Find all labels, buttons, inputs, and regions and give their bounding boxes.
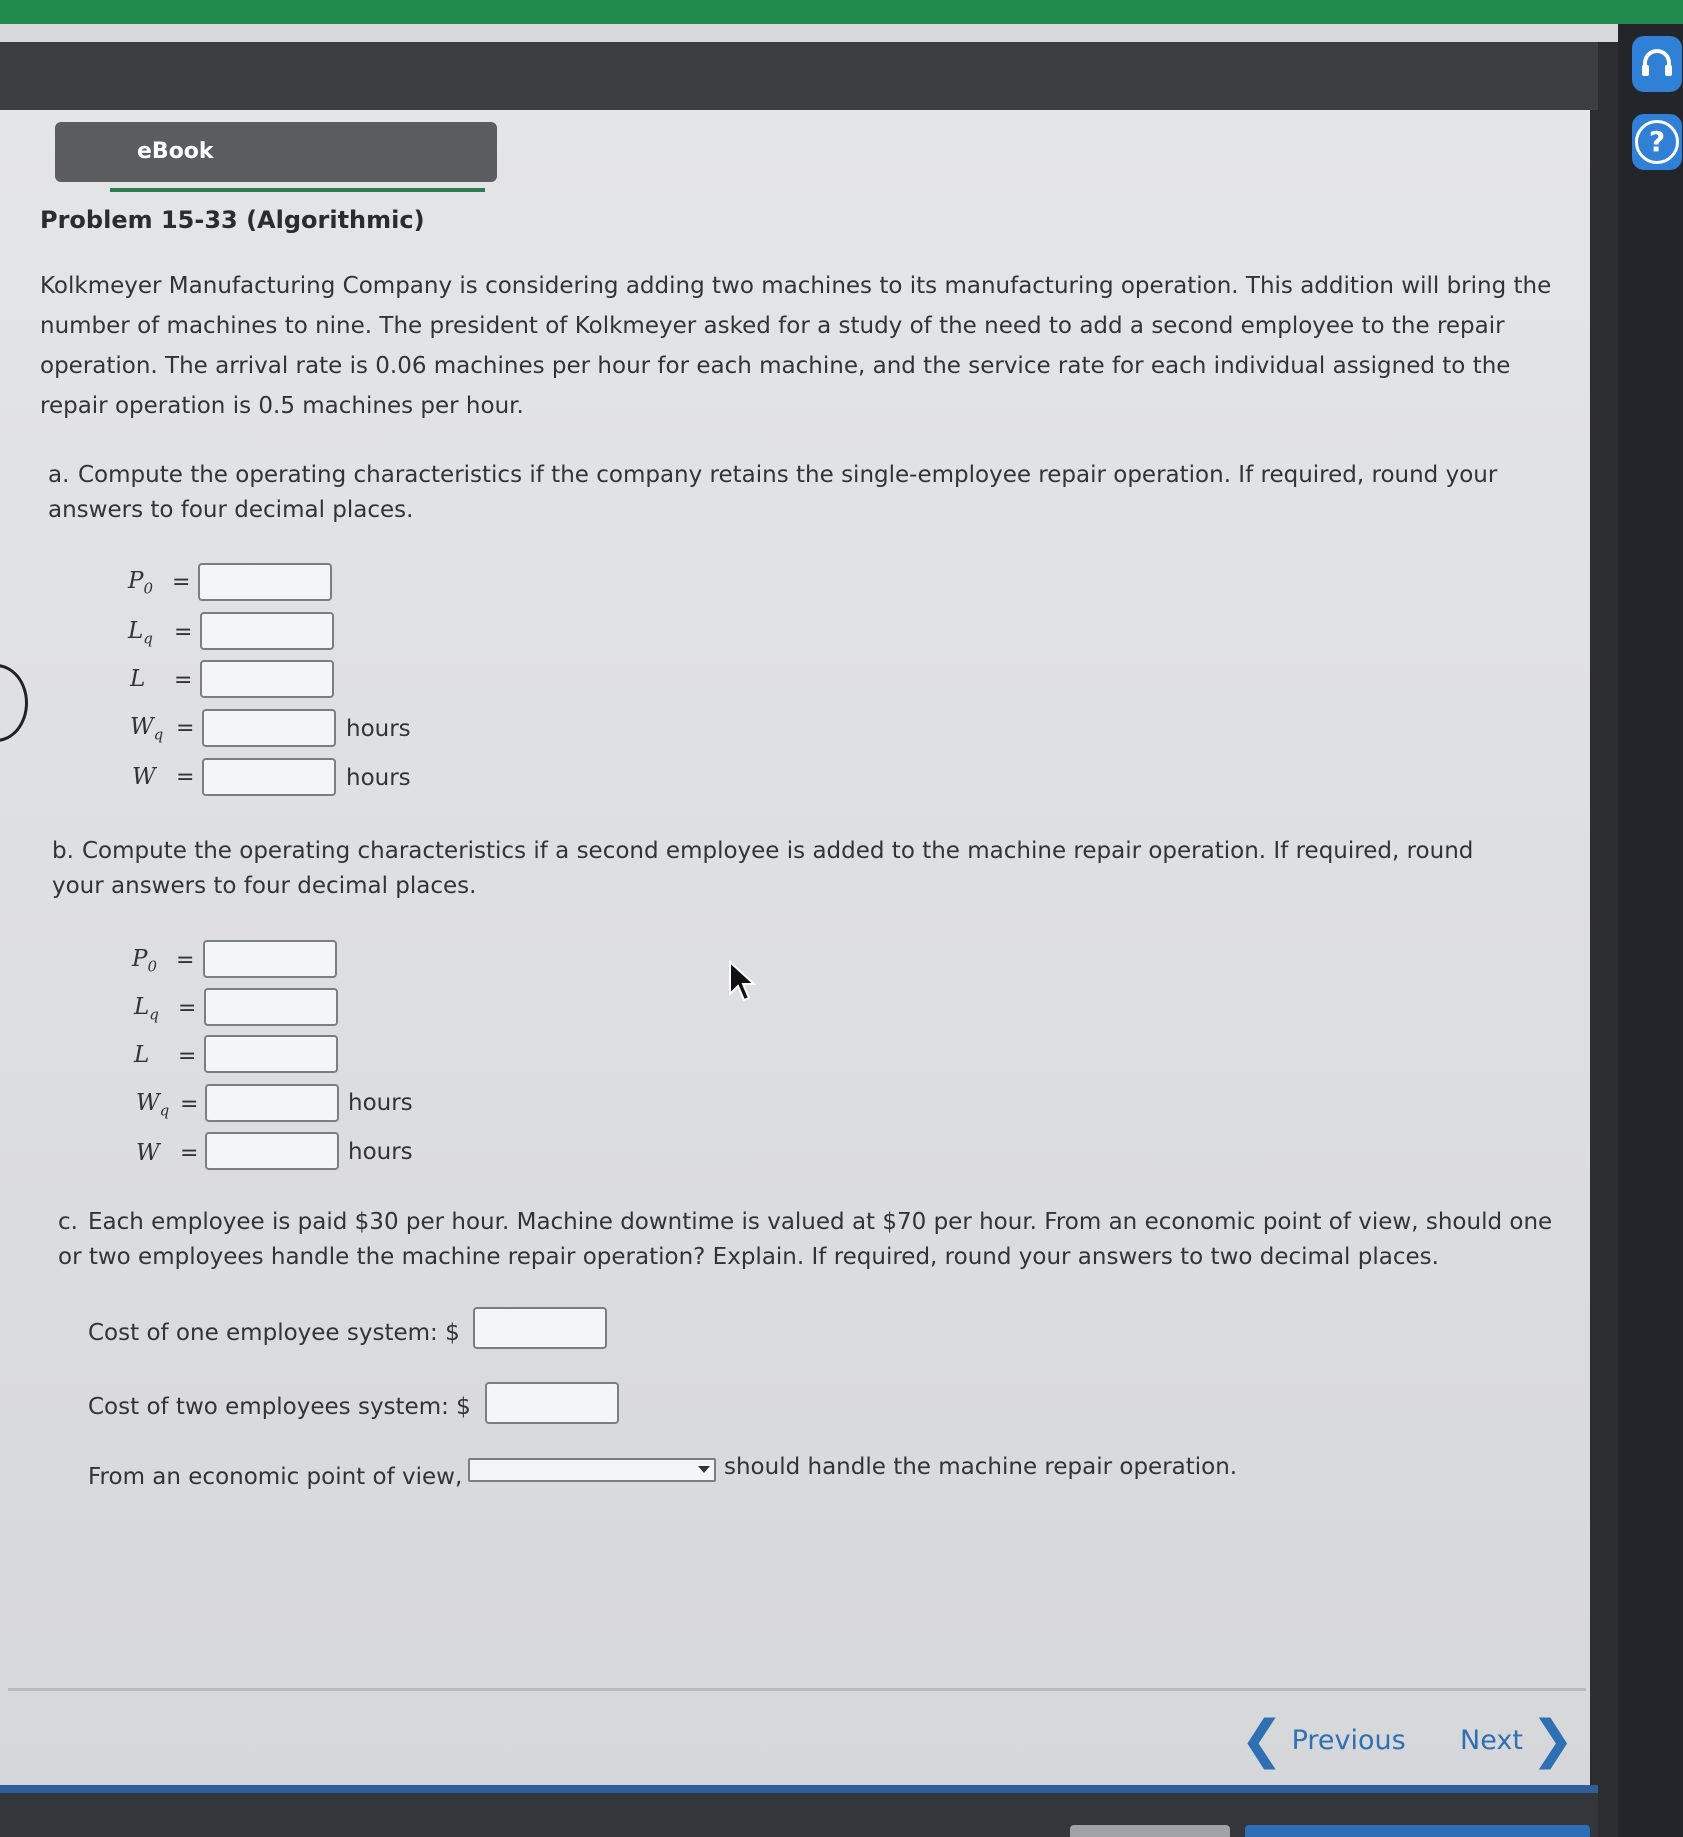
- var-p0-a: $P_0$: [128, 568, 154, 598]
- eq-sign: =: [174, 620, 193, 645]
- answer-input-a-l[interactable]: [200, 660, 334, 698]
- headset-icon[interactable]: [1632, 36, 1682, 92]
- problem-title: Problem 15-33 (Algorithmic): [40, 206, 425, 234]
- econ-suffix: should handle the machine repair operation.: [724, 1454, 1238, 1480]
- var-wq-b: $W_q$: [136, 1090, 170, 1120]
- var-w-b: W: [136, 1140, 160, 1166]
- chevron-right-icon: ❯: [1530, 1710, 1575, 1770]
- browser-chrome: [0, 24, 1683, 42]
- var-lq-a: $L_q$: [128, 618, 153, 648]
- question-b: [52, 834, 1532, 904]
- answer-input-a-lq[interactable]: [200, 612, 334, 650]
- headset-icon-glyph: [1640, 47, 1674, 81]
- eq-sign: =: [176, 716, 195, 741]
- bottom-tab[interactable]: [1245, 1825, 1590, 1837]
- eq-sign: =: [180, 1141, 199, 1166]
- question-b-letter: b.: [52, 838, 74, 864]
- eq-sign: =: [176, 948, 195, 973]
- question-a: [48, 458, 1528, 528]
- eq-sign: =: [172, 570, 191, 595]
- var-w-a: W: [132, 764, 156, 790]
- answer-input-a-w[interactable]: [202, 758, 336, 796]
- cost-two-label: Cost of two employees system: $: [88, 1394, 471, 1420]
- answer-input-b-l[interactable]: [204, 1035, 338, 1073]
- eq-sign: =: [176, 765, 195, 790]
- var-l-a: L: [130, 666, 146, 692]
- browser-top-band: [0, 0, 1683, 24]
- var-l-b: L: [134, 1042, 150, 1068]
- assignment-header-bar: [0, 42, 1598, 110]
- cost-one-input[interactable]: [473, 1307, 607, 1349]
- cost-two-input[interactable]: [485, 1382, 619, 1424]
- ebook-tab[interactable]: eBook: [55, 122, 497, 182]
- question-c-text: Each employee is paid $30 per hour. Machine downtime is valued at $70 per hour. From an economic point of view, should one or two employees handle the machine repair operation? Explain. If required, round your answers to two decimal places.: [58, 1209, 1553, 1270]
- previous-label: Previous: [1291, 1724, 1406, 1756]
- answer-input-b-p0[interactable]: [203, 940, 337, 978]
- cost-one-label: Cost of one employee system: $: [88, 1320, 460, 1346]
- var-p0-b: $P_0$: [132, 946, 158, 976]
- previous-button[interactable]: [1240, 1712, 1406, 1768]
- eq-sign: =: [178, 996, 197, 1021]
- ebook-tab-underline: [110, 188, 485, 192]
- footer-divider: [8, 1688, 1586, 1691]
- question-a-text: Compute the operating characteristics if the company retains the single-employee repair operation. If required, round your answers to four decimal places.: [48, 462, 1498, 523]
- bottom-bar: [0, 1785, 1598, 1837]
- question-b-text: Compute the operating characteristics if a second employee is added to the machine repair operation. If required, round your answers to four decimal places.: [52, 838, 1474, 899]
- eq-sign: =: [178, 1044, 197, 1069]
- next-button[interactable]: [1460, 1712, 1574, 1768]
- bottom-tab[interactable]: [1070, 1825, 1230, 1837]
- var-lq-b: $L_q$: [134, 994, 159, 1024]
- unit-hours: hours: [348, 1139, 413, 1165]
- question-circle-icon[interactable]: ?: [1632, 114, 1682, 170]
- econ-prefix: From an economic point of view,: [88, 1464, 463, 1490]
- answer-input-b-w[interactable]: [205, 1132, 339, 1170]
- right-sidebar: [1618, 24, 1683, 1837]
- chevron-left-icon: ❮: [1240, 1710, 1284, 1770]
- unit-hours: hours: [346, 765, 411, 791]
- eq-sign: =: [180, 1092, 199, 1117]
- answer-input-b-lq[interactable]: [204, 988, 338, 1026]
- answer-input-a-p0[interactable]: [198, 563, 332, 601]
- question-c: [58, 1205, 1578, 1275]
- var-wq-a: $W_q$: [130, 714, 164, 744]
- bottom-accent-line: [0, 1785, 1598, 1793]
- dropdown-caret-icon: [698, 1466, 710, 1473]
- eq-sign: =: [174, 668, 193, 693]
- mouse-cursor-icon: [728, 960, 758, 1004]
- question-c-letter: c.: [58, 1209, 78, 1235]
- employees-select[interactable]: [468, 1458, 716, 1482]
- problem-intro: Kolkmeyer Manufacturing Company is considering adding two machines to its manufacturing operation. This addition will bring the number of machines to nine. The president of Kolkmeyer asked for a study of the need to add a second employee to the repair operation. The arrival rate is 0.06 machines per hour for each machine, and the service rate for each individual assigned to the repair operation is 0.5 machines per hour.: [40, 273, 1552, 419]
- next-label: Next: [1460, 1724, 1523, 1756]
- question-a-letter: a.: [48, 462, 70, 488]
- answer-input-b-wq[interactable]: [205, 1084, 339, 1122]
- unit-hours: hours: [348, 1090, 413, 1116]
- unit-hours: hours: [346, 716, 411, 742]
- answer-input-a-wq[interactable]: [202, 709, 336, 747]
